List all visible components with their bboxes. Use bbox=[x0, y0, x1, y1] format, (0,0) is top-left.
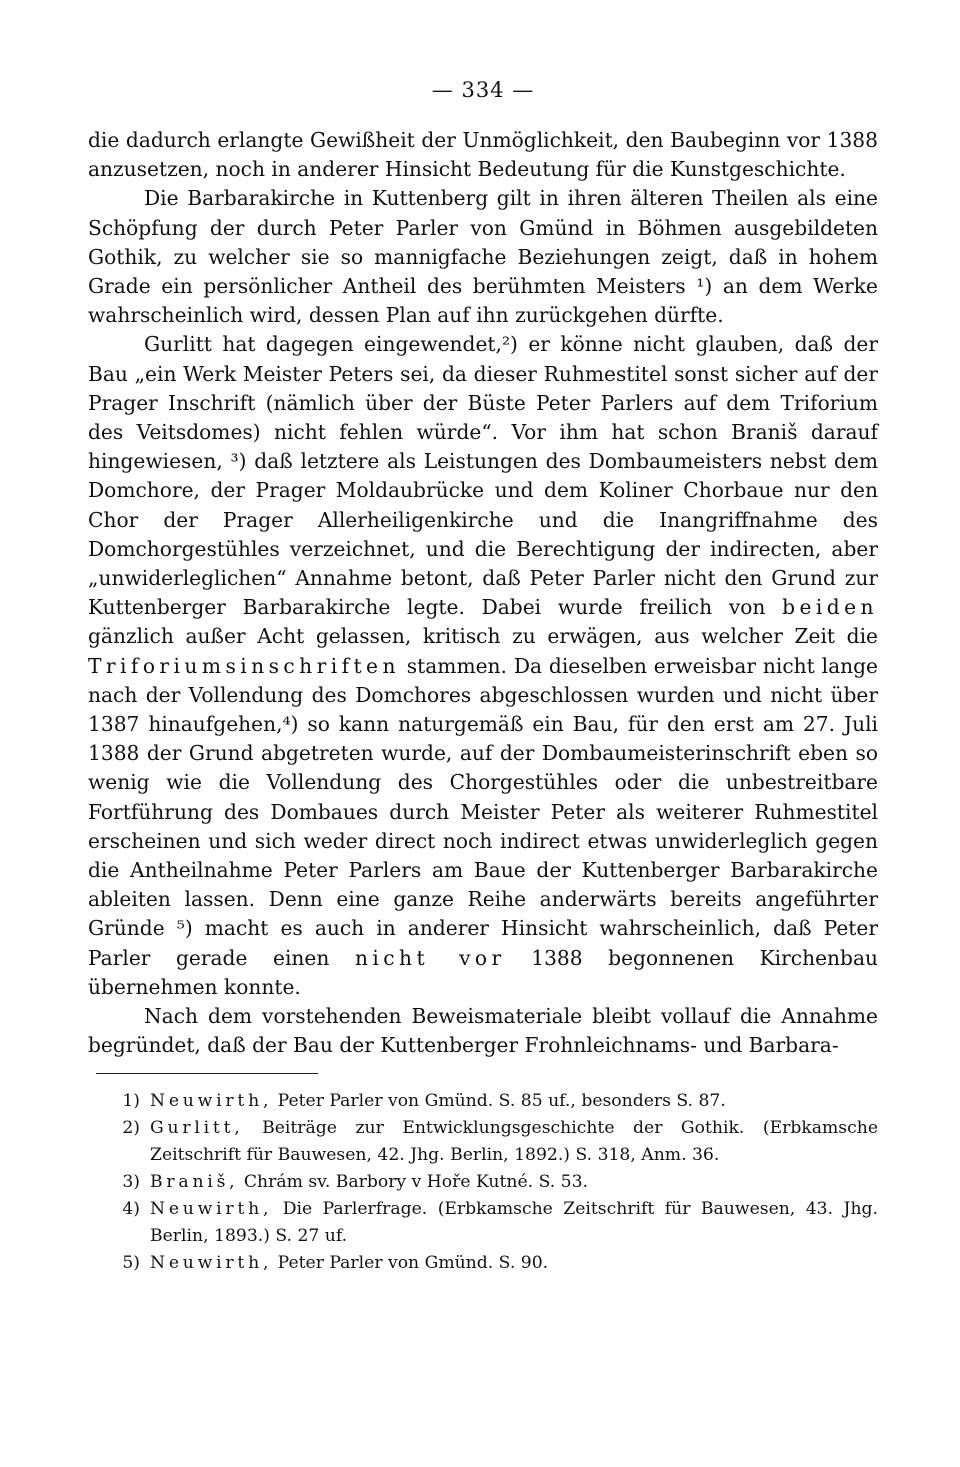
footnote-number: 4) bbox=[122, 1198, 140, 1219]
footnote-2 bbox=[88, 1115, 878, 1169]
footnote-text: Chrám sv. Barbory v Hoře Kutné. S. 53. bbox=[243, 1171, 588, 1192]
footnote-text: Peter Parler von Gmünd. S. 85 uf., besonders S. 87. bbox=[277, 1090, 726, 1111]
spaced-word-nicht-vor: nicht vor bbox=[354, 945, 506, 970]
footnote-author: Neuwirth, bbox=[150, 1198, 273, 1219]
footnote-text: Peter Parler von Gmünd. S. 90. bbox=[277, 1252, 549, 1273]
paragraph-3 bbox=[88, 330, 878, 1002]
paragraph-2: Die Barbarakirche in Kuttenberg gilt in ihren älteren Theilen als eine Schöpfung der durch Peter Parler von Gmünd in Böhmen ausgebildeten Gothik, zu welcher sie so mannigfache Beziehungen zeigt, daß in hohem Grade ein persönlicher Antheil des berühmten Meisters ¹) an dem Werke wahrscheinlich wird, dessen Plan auf ihn zurückgehen dürfte. bbox=[88, 186, 878, 328]
footnote-text: Die Parlerfrage. (Erbkamsche Zeitschrift für Bauwesen, 43. Jhg. Berlin, 1893.) S. 27 uf. bbox=[150, 1198, 878, 1246]
footnote-3 bbox=[88, 1169, 878, 1196]
spaced-word-triforiumsinschriften: Triforiumsinschriften bbox=[88, 653, 400, 678]
body-text bbox=[88, 126, 878, 1061]
footnote-author: Braniš, bbox=[150, 1171, 239, 1192]
footnote-number: 3) bbox=[122, 1171, 140, 1192]
paragraph-4: Nach dem vorstehenden Beweismateriale bleibt vollauf die Annahme begründet, daß der Bau der Kuttenberger Frohnleichnams- und Barbara- bbox=[88, 1004, 878, 1058]
document-page bbox=[88, 78, 878, 1277]
footnotes bbox=[88, 1088, 878, 1277]
footnote-number: 1) bbox=[122, 1090, 140, 1111]
paragraph-3-part-1: Gurlitt hat dagegen eingewendet,²) er könne nicht glauben, daß der Bau „ein Werk Meister Peters sei, da dieser Ruhmestitel sonst sicher auf der Prager Inschrift (nämlich über der Büste Peter Parlers auf dem Triforium des Veitsdomes) nicht fehlen würde“. Vor ihm hat schon Braniš darauf hingewiesen, ³) daß letztere als Leistungen des Dombaumeisters nebst dem Domchore, der Prager Moldaubrücke und dem Koliner Chorbaue nur den Chor der Prager Allerheiligenkirche und die Inangriffnahme des Domchorgestühles verzeichnet, und die Berechtigung der indirecten, aber „unwiderleglichen“ Annahme betont, daß Peter Parler nicht den Grund zur Kuttenberger Barbarakirche legte. Dabei wurde freilich von bbox=[88, 332, 878, 620]
footnote-1 bbox=[88, 1088, 878, 1115]
paragraph-3-part-4: 1388 begonnenen Kirchenbau übernehmen konnte. bbox=[88, 945, 879, 999]
paragraph-3-part-3: stammen. Da dieselben erweisbar nicht lange nach der Vollendung des Domchores abgeschlossen wurden und nicht über 1387 hinaufgehen,⁴) so kann naturgemäß ein Bau, für den erst am 27. Juli 1388 der Grund abgetreten wurde, auf der Dombaumeisterinschrift eben so wenig wie die Vollendung des Chorgestühles oder die unbestreitbare Fortführung des Dombaues durch Meister Peter als weiterer Ruhmestitel erscheinen und sich weder direct noch indirect etwas unwiderleglich gegen die Antheilnahme Peter Parlers am Baue der Kuttenberger Barbarakirche ableiten lassen. Denn eine ganze Reihe anderwärts bereits angeführter Gründe ⁵) macht es auch in anderer Hinsicht wahrscheinlich, daß Peter Parler gerade einen bbox=[88, 653, 879, 970]
page-number: — 334 — bbox=[431, 78, 535, 102]
footnote-author: Gurlitt, bbox=[150, 1117, 244, 1138]
paragraph-1: die dadurch erlangte Gewißheit der Unmöglichkeit, den Baubeginn vor 1388 anzusetzen, noch in anderer Hinsicht Bedeutung für die Kunstgeschichte. bbox=[88, 128, 878, 182]
footnote-number: 5) bbox=[122, 1252, 140, 1273]
paragraph-3-part-2: gänzlich außer Acht gelassen, kritisch zu erwägen, aus welcher Zeit die bbox=[88, 624, 878, 649]
footnote-divider bbox=[96, 1073, 318, 1074]
footnote-number: 2) bbox=[122, 1117, 140, 1138]
footnote-4 bbox=[88, 1196, 878, 1250]
footnote-5 bbox=[88, 1250, 878, 1277]
footnote-text: Beiträge zur Entwicklungsgeschichte der Gothik. (Erbkamsche Zeitschrift für Bauwesen, 42. Jhg. Berlin, 1892.) S. 318, Anm. 36. bbox=[150, 1117, 878, 1165]
footnote-author: Neuwirth, bbox=[150, 1090, 273, 1111]
spaced-word-beiden: beiden bbox=[782, 595, 879, 620]
footnote-author: Neuwirth, bbox=[150, 1252, 273, 1273]
